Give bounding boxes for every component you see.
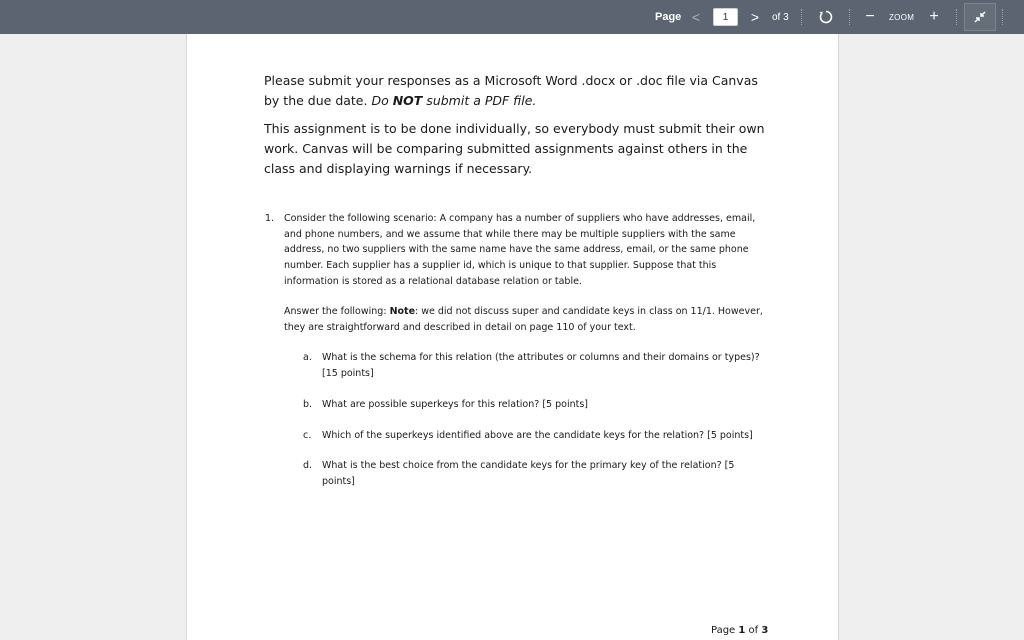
pdf-toolbar — [0, 0, 1024, 34]
previous-page-button[interactable]: < — [691, 9, 701, 25]
question-scenario: Consider the following scenario: A company has a number of suppliers who have addresses, email, and phone numbers, and we assume that while there may be multiple suppliers with the same address, no two suppliers with the same name have the same address, email, or the same phone number. Each supplier has a supplier id, which is unique to that supplier. Suppose that this information is stored as a relational database relation or table. — [284, 213, 756, 287]
rotate-icon — [818, 9, 834, 25]
footer-mid: of — [745, 625, 762, 636]
answer-prefix: Answer the following: — [284, 306, 390, 317]
subquestion-letter: d. — [303, 460, 313, 471]
toolbar-divider — [1002, 9, 1003, 25]
fit-page-button[interactable] — [964, 3, 996, 31]
individual-work-notice: This assignment is to be done individually, so everybody must submit their own work. Canvas will be comparing submitted assignments against others in the class and displaying warnings if necessary. — [264, 121, 765, 176]
answer-note-label: Note — [389, 306, 416, 317]
zoom-label: ZOOM — [889, 12, 915, 22]
footer-page-number: 1 — [738, 625, 746, 636]
subquestion-text: What is the schema for this relation (the attributes or columns and their domains or types)? [15 points] — [322, 352, 760, 379]
footer-prefix: Page — [711, 625, 739, 636]
zoom-out-button[interactable]: − — [865, 8, 875, 25]
page-footer — [711, 625, 768, 636]
answer-note-text: : we did not discuss super and candidate keys in class on 11/1. However, they are straightforward and described in detail on page 110 of your text. — [284, 306, 763, 333]
toolbar-divider — [849, 9, 850, 25]
toolbar-divider — [956, 9, 957, 25]
page-number-input[interactable] — [713, 8, 738, 26]
zoom-in-button[interactable]: + — [929, 8, 939, 25]
subquestion-text: Which of the superkeys identified above are the candidate keys for the relation? [5 points] — [322, 430, 753, 441]
next-page-button[interactable]: > — [750, 9, 760, 25]
subquestion-letter: a. — [303, 352, 312, 363]
submission-emphasis-start: Do — [371, 93, 393, 108]
document-page — [186, 34, 839, 640]
subquestion-text: What are possible superkeys for this relation? [5 points] — [322, 399, 588, 410]
question-number: 1. — [265, 213, 275, 224]
submission-text: Please submit your responses as a Microsoft Word .docx or .doc file via Canvas by the due date. — [264, 73, 758, 108]
answer-instructions — [284, 304, 764, 335]
rotate-button[interactable] — [815, 0, 837, 34]
subquestion-letter: c. — [303, 430, 312, 441]
submission-emphasis-end: submit a PDF file. — [422, 93, 537, 108]
collapse-arrows-icon — [973, 10, 987, 24]
subquestion-text: What is the best choice from the candidate keys for the primary key of the relation? [5 points] — [322, 460, 735, 487]
toolbar-divider — [801, 9, 802, 25]
page-label: Page — [655, 11, 682, 23]
submission-not-emphasis: NOT — [392, 93, 423, 108]
subquestion-letter: b. — [303, 399, 313, 410]
footer-page-total: 3 — [761, 625, 769, 636]
page-count-label: of 3 — [772, 11, 789, 23]
submission-instructions — [264, 71, 774, 111]
